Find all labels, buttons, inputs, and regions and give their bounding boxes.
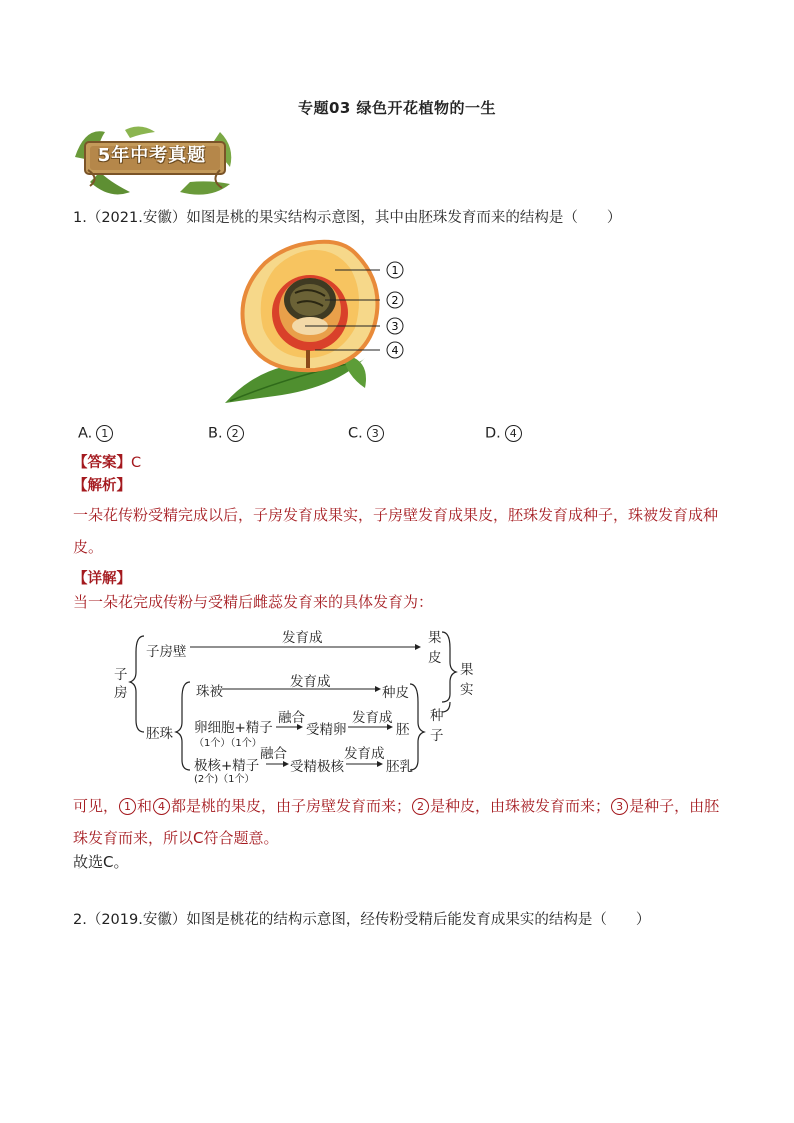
diagram-luan-count: （1个）（1个） [194, 738, 262, 749]
fruit-label-1: 1 [391, 264, 399, 277]
question-1-stem: 1.（2021.安徽）如图是桃的果实结构示意图，其中由胚珠发育而来的结构是（ ） [73, 210, 622, 226]
conclusion-mark-4: 4 [153, 798, 170, 815]
development-diagram [110, 622, 490, 785]
conclusion-mark-1: 1 [119, 798, 136, 815]
option-a[interactable] [78, 425, 113, 442]
option-d[interactable] [485, 425, 522, 442]
diagram-zhongzi: 种 子 [430, 708, 444, 744]
diagram-ronghe-1: 融合 [278, 710, 305, 726]
diagram-zifangbi: 子房壁 [146, 644, 187, 660]
detail-tag: 【详解】 [73, 571, 131, 587]
fruit-label-2: 2 [391, 294, 399, 307]
question-2-stem: 2.（2019.安徽）如图是桃花的结构示意图，经传粉受精后能发育成果实的结构是（ ） [73, 912, 651, 928]
conclusion-part-2: 和 [137, 797, 153, 815]
option-a-mark: 1 [96, 425, 113, 442]
peach-fruit-diagram [215, 238, 415, 408]
diagram-peiru: 胚乳 [386, 759, 413, 775]
banner-label: 5年中考真题 [97, 145, 207, 166]
conclusion-part-5: 是种子，由胚珠发育而来，所以C符合题意。 [73, 797, 720, 847]
option-c-letter: C. [348, 425, 363, 442]
diagram-fayucheng-1: 发育成 [282, 630, 323, 646]
conclusion-mark-3: 3 [611, 798, 628, 815]
diagram-fayucheng-3: 发育成 [352, 710, 393, 726]
diagram-fayucheng-2: 发育成 [290, 674, 331, 690]
diagram-ji-count: (2个)（1个） [194, 774, 255, 785]
fruit-label-4: 4 [391, 344, 399, 357]
option-d-letter: D. [485, 425, 501, 442]
diagram-guoshi: 果 实 [460, 662, 474, 698]
diagram-luanxibao: 卵细胞+精子 [194, 720, 273, 736]
diagram-pei: 胚 [396, 722, 410, 738]
option-b[interactable] [208, 425, 244, 442]
answer-line [73, 451, 141, 472]
document-title: 专题03 绿色开花植物的一生 [297, 99, 497, 117]
conclusion-text [73, 790, 728, 854]
option-a-letter: A. [78, 425, 93, 442]
option-b-letter: B. [208, 425, 223, 442]
answer-value: C [131, 455, 142, 471]
fruit-label-3: 3 [391, 320, 399, 333]
final-answer: 故选C。 [73, 853, 129, 871]
analysis-text: 一朵花传粉受精完成以后，子房发育成果实，子房壁发育成果皮，胚珠发育成种子，珠被发育成种皮。 [73, 506, 719, 556]
conclusion-mark-2: 2 [412, 798, 429, 815]
option-c[interactable] [348, 425, 384, 442]
diagram-zhubei: 珠被 [196, 684, 223, 700]
analysis-tag: 【解析】 [73, 478, 131, 494]
conclusion-part-1: 可见， [73, 797, 119, 815]
conclusion-part-3: 都是桃的果皮，由子房壁发育而来； [171, 797, 412, 815]
detail-intro: 当一朵花完成传粉与受精后雌蕊发育来的具体发育为： [73, 593, 434, 611]
diagram-ronghe-2: 融合 [260, 746, 287, 762]
diagram-jihe: 极核+精子 [194, 758, 260, 774]
diagram-peizhu: 胚珠 [146, 726, 173, 742]
diagram-fayucheng-4: 发育成 [344, 746, 385, 762]
diagram-shoujingjihe: 受精极核 [290, 759, 344, 775]
diagram-zifang: 子 房 [114, 667, 128, 701]
conclusion-part-4: 是种皮，由珠被发育而来； [430, 797, 611, 815]
banner [70, 122, 240, 200]
diagram-zhongpi: 种皮 [382, 685, 409, 701]
option-d-mark: 4 [505, 425, 522, 442]
option-c-mark: 3 [367, 425, 384, 442]
diagram-guopi: 果 皮 [428, 630, 442, 666]
option-b-mark: 2 [227, 425, 244, 442]
answer-tag: 【答案】 [73, 455, 131, 471]
diagram-shoujingluan: 受精卵 [306, 722, 347, 738]
